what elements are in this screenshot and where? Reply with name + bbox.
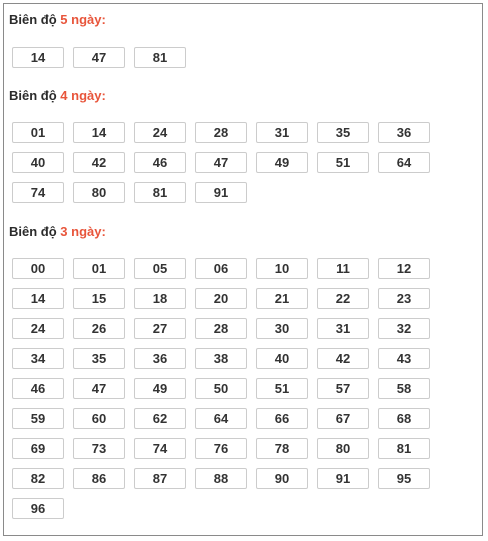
number-box: 96 xyxy=(12,498,64,519)
number-box: 58 xyxy=(378,378,430,399)
number-box: 31 xyxy=(317,318,369,339)
number-box: 78 xyxy=(256,438,308,459)
section-heading xyxy=(9,224,106,240)
heading-prefix: Biên độ xyxy=(9,88,57,103)
number-box: 42 xyxy=(317,348,369,369)
number-box: 51 xyxy=(256,378,308,399)
number-box: 74 xyxy=(134,438,186,459)
number-box: 01 xyxy=(12,122,64,143)
number-box: 46 xyxy=(134,152,186,173)
number-box: 47 xyxy=(195,152,247,173)
number-box: 82 xyxy=(12,468,64,489)
heading-prefix: Biên độ xyxy=(9,224,57,239)
number-box: 36 xyxy=(134,348,186,369)
number-grid xyxy=(12,47,442,77)
number-box: 76 xyxy=(195,438,247,459)
number-box: 18 xyxy=(134,288,186,309)
number-box: 30 xyxy=(256,318,308,339)
amplitude-panel xyxy=(3,3,483,536)
number-box: 38 xyxy=(195,348,247,369)
number-box: 90 xyxy=(256,468,308,489)
number-box: 28 xyxy=(195,122,247,143)
number-box: 27 xyxy=(134,318,186,339)
number-box: 10 xyxy=(256,258,308,279)
number-grid xyxy=(12,122,442,212)
section-heading xyxy=(9,12,106,28)
number-box: 80 xyxy=(317,438,369,459)
number-box: 14 xyxy=(12,47,64,68)
number-box: 40 xyxy=(256,348,308,369)
number-box: 05 xyxy=(134,258,186,279)
number-box: 91 xyxy=(317,468,369,489)
number-box: 62 xyxy=(134,408,186,429)
number-box: 57 xyxy=(317,378,369,399)
number-box: 80 xyxy=(73,182,125,203)
number-box: 91 xyxy=(195,182,247,203)
heading-prefix: Biên độ xyxy=(9,12,57,27)
number-box: 67 xyxy=(317,408,369,429)
number-box: 24 xyxy=(12,318,64,339)
number-box: 87 xyxy=(134,468,186,489)
number-box: 31 xyxy=(256,122,308,143)
heading-day-count: 5 xyxy=(60,12,68,27)
number-box: 66 xyxy=(256,408,308,429)
number-box: 12 xyxy=(378,258,430,279)
number-box: 34 xyxy=(12,348,64,369)
number-box: 14 xyxy=(73,122,125,143)
number-box: 50 xyxy=(195,378,247,399)
number-box: 51 xyxy=(317,152,369,173)
number-box: 88 xyxy=(195,468,247,489)
number-box: 42 xyxy=(73,152,125,173)
number-box: 68 xyxy=(378,408,430,429)
heading-suffix: ngày: xyxy=(71,224,106,239)
number-box: 46 xyxy=(12,378,64,399)
number-box: 22 xyxy=(317,288,369,309)
number-grid xyxy=(12,258,442,528)
number-box: 28 xyxy=(195,318,247,339)
heading-day-count: 3 xyxy=(60,224,68,239)
number-box: 49 xyxy=(256,152,308,173)
number-box: 81 xyxy=(134,47,186,68)
number-box: 43 xyxy=(378,348,430,369)
number-box: 35 xyxy=(317,122,369,143)
number-box: 21 xyxy=(256,288,308,309)
number-box: 32 xyxy=(378,318,430,339)
number-box: 86 xyxy=(73,468,125,489)
number-box: 49 xyxy=(134,378,186,399)
number-box: 64 xyxy=(378,152,430,173)
number-box: 26 xyxy=(73,318,125,339)
number-box: 36 xyxy=(378,122,430,143)
number-box: 47 xyxy=(73,378,125,399)
heading-day-count: 4 xyxy=(60,88,68,103)
number-box: 74 xyxy=(12,182,64,203)
number-box: 69 xyxy=(12,438,64,459)
number-box: 01 xyxy=(73,258,125,279)
number-box: 40 xyxy=(12,152,64,173)
number-box: 95 xyxy=(378,468,430,489)
number-box: 35 xyxy=(73,348,125,369)
heading-suffix: ngày: xyxy=(71,88,106,103)
section-heading xyxy=(9,88,106,104)
number-box: 15 xyxy=(73,288,125,309)
number-box: 81 xyxy=(134,182,186,203)
number-box: 47 xyxy=(73,47,125,68)
number-box: 59 xyxy=(12,408,64,429)
number-box: 64 xyxy=(195,408,247,429)
number-box: 20 xyxy=(195,288,247,309)
number-box: 06 xyxy=(195,258,247,279)
number-box: 23 xyxy=(378,288,430,309)
number-box: 81 xyxy=(378,438,430,459)
number-box: 14 xyxy=(12,288,64,309)
heading-suffix: ngày: xyxy=(71,12,106,27)
number-box: 24 xyxy=(134,122,186,143)
number-box: 11 xyxy=(317,258,369,279)
number-box: 60 xyxy=(73,408,125,429)
number-box: 00 xyxy=(12,258,64,279)
number-box: 73 xyxy=(73,438,125,459)
